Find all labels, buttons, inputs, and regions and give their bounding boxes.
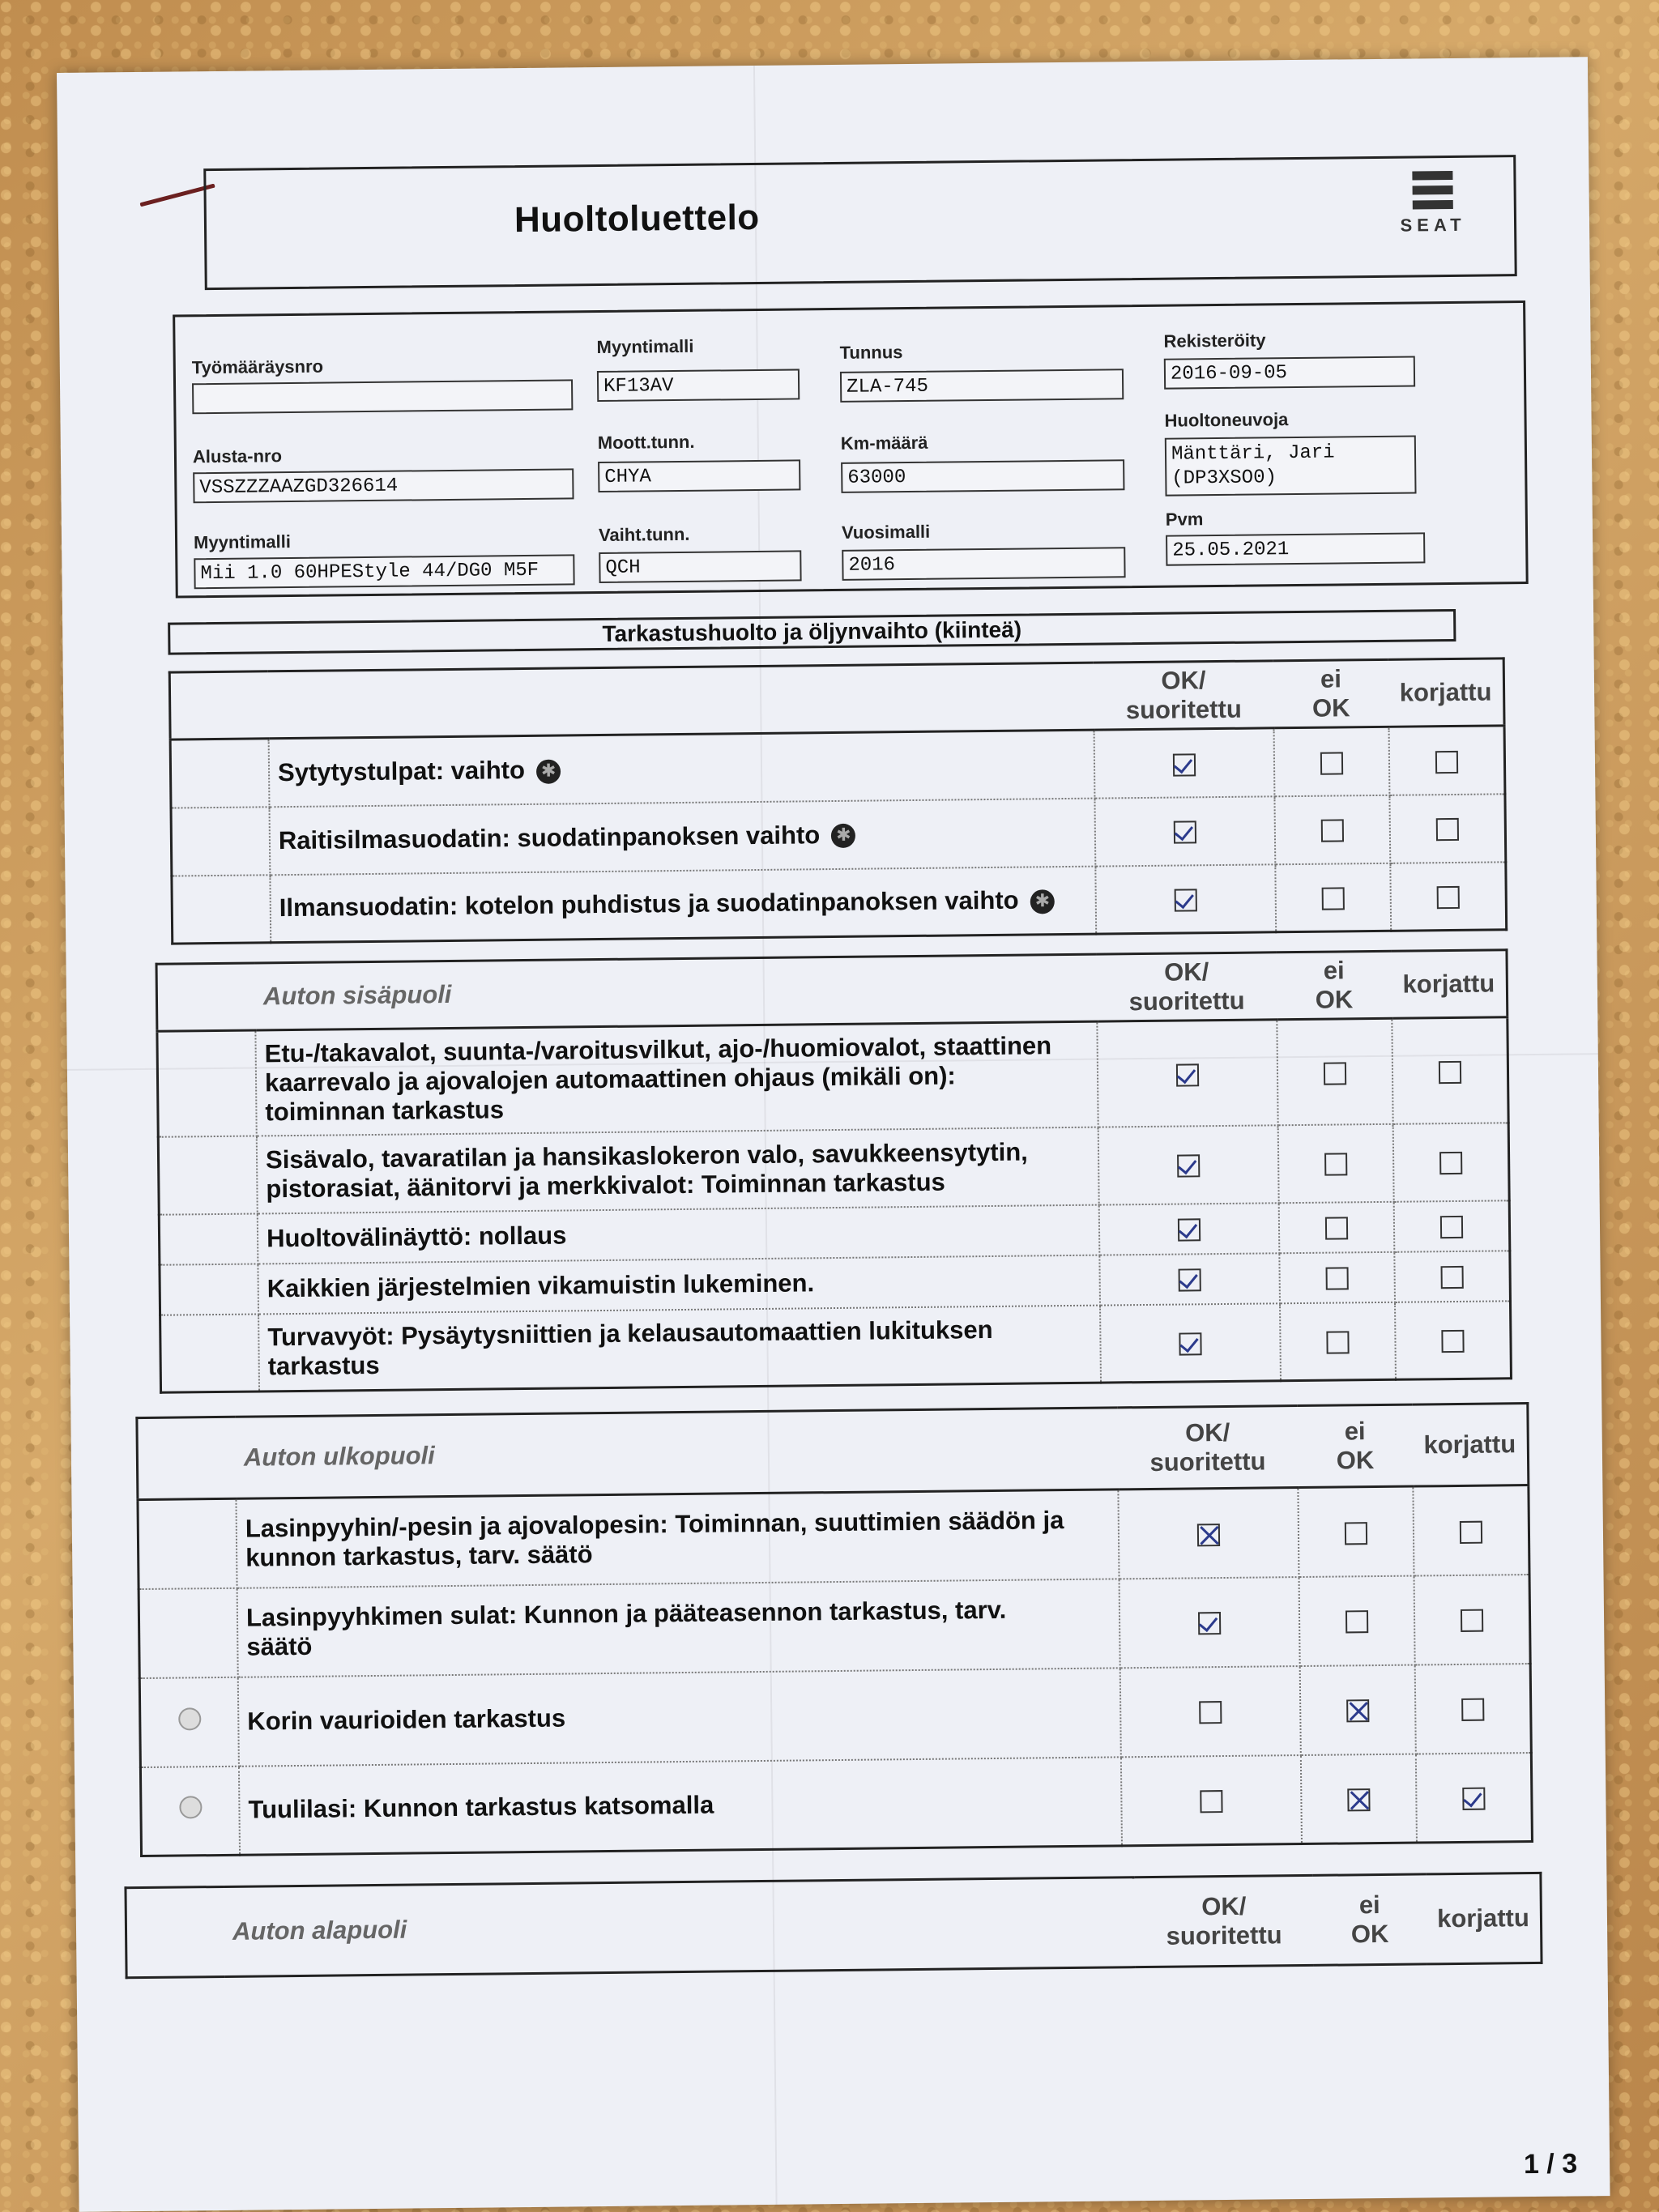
ei-ok-checkbox[interactable]: [1324, 1153, 1347, 1176]
underside-header-row: [126, 1873, 1542, 1977]
exterior-ei-ok-cell: [1300, 1664, 1416, 1754]
ok-checkbox[interactable]: [1174, 821, 1196, 844]
exterior-section-title: Auton ulkopuoli: [235, 1408, 1118, 1498]
service-ei-ok-cell: [1274, 727, 1390, 795]
exterior-item-text: [236, 1490, 1119, 1588]
service-item-text: [270, 866, 1096, 943]
interior-item-line1: Sisävalo, tavaratilan ja hansikaslokeron valo, savukkeensytytin,: [265, 1137, 1028, 1174]
ok-checkbox[interactable]: [1179, 1332, 1201, 1355]
service-item-label: Raitisilmasuodatin: suodatinpanoksen vaihto: [278, 820, 821, 855]
col-ei-ok: [1276, 951, 1392, 1019]
service-item-label: Ilmansuodatin: kotelon puhdistus ja suodatinpanoksen vaihto: [279, 885, 1019, 923]
ok-checkbox[interactable]: [1178, 1219, 1201, 1242]
star-icon: [1030, 889, 1054, 914]
col-ok: OK/ suoritettu: [1117, 1406, 1298, 1490]
korjattu-checkbox[interactable]: [1440, 1216, 1463, 1238]
ok-checkbox[interactable]: [1173, 753, 1196, 776]
exterior-checklist: [135, 1402, 1533, 1857]
col-ei-label: ei: [1344, 1417, 1366, 1446]
ei-ok-checkbox[interactable]: [1322, 887, 1345, 910]
row-marker-cell: [160, 1264, 258, 1315]
label-moott-tunn: Moott.tunn.: [597, 431, 695, 454]
interior-item-line2: pistorasiat, äänitorvi ja merkkivalot: Toiminnan tarkastus: [266, 1167, 945, 1203]
underside-checklist: [124, 1872, 1542, 1979]
col-ok: OK/ suoritettu: [1094, 661, 1274, 730]
exterior-item-text: [237, 1579, 1120, 1677]
col-korjattu: korjattu: [1388, 658, 1504, 727]
row-marker-cell: [139, 1677, 239, 1767]
star-icon: [536, 759, 561, 783]
interior-ok-cell: [1099, 1253, 1280, 1305]
label-myyntimalli-code: Myyntimalli: [596, 335, 694, 358]
interior-korjattu-cell: [1394, 1200, 1510, 1251]
ei-ok-checkbox[interactable]: [1345, 1522, 1367, 1545]
exterior-ei-ok-cell: [1298, 1486, 1414, 1576]
row-marker-cell: [160, 1314, 259, 1392]
exterior-item-line1: Lasinpyyhkimen sulat: Kunnon ja pääteasennon tarkastus, tarv.: [245, 1595, 1007, 1632]
seat-logo: [1384, 169, 1482, 237]
exterior-item-text: [238, 1668, 1121, 1766]
korjattu-checkbox[interactable]: [1460, 1520, 1482, 1543]
interior-korjattu-cell: [1395, 1301, 1511, 1379]
col-korjattu: korjattu: [1412, 1404, 1529, 1486]
row-marker-cell: [139, 1588, 238, 1677]
interior-item-line2: kaarrevalo ja ajovalojen automaattinen ohjaus (mikäli on):: [264, 1061, 956, 1097]
col-ok: OK/ suoritettu: [1096, 953, 1277, 1021]
value-alusta-nro: VSSZZZAAZGD326614: [193, 468, 574, 503]
row-marker-cell: [170, 739, 269, 808]
value-km-maara: 63000: [841, 459, 1124, 493]
row-marker-cell: [158, 1136, 257, 1214]
star-icon: [831, 824, 855, 848]
label-tyomaaraysnro: Työmääräysnro: [191, 356, 324, 378]
col-ok: OK/ suoritettu: [1166, 1891, 1282, 1950]
interior-korjattu-cell: [1394, 1251, 1510, 1302]
interior-ei-ok-cell: [1279, 1251, 1395, 1302]
ei-ok-checkbox[interactable]: [1320, 752, 1343, 774]
interior-row: [157, 1017, 1508, 1136]
interior-item-line1: Kaikkien järjestelmien vikamuistin lukeminen.: [267, 1268, 815, 1302]
col-ei-ok: [1312, 1874, 1427, 1965]
huoltoneuvoja-code: (DP3XSO0): [1171, 467, 1277, 490]
ei-ok-checkbox[interactable]: [1325, 1217, 1348, 1240]
ok-checkbox[interactable]: [1198, 1612, 1221, 1634]
dot-icon: [179, 1796, 202, 1818]
interior-item-text: [258, 1204, 1100, 1264]
korjattu-checkbox[interactable]: [1461, 1698, 1484, 1721]
huoltoneuvoja-name: Mänttäri, Jari: [1171, 441, 1335, 466]
interior-item-text: [255, 1021, 1098, 1136]
col-ei-ok: [1273, 659, 1389, 727]
ei-ok-checkbox[interactable]: [1326, 1268, 1349, 1290]
exterior-ok-cell: [1120, 1666, 1301, 1757]
label-vaiht-tunn: Vaiht.tunn.: [598, 523, 690, 546]
exterior-korjattu-cell: [1415, 1664, 1532, 1754]
value-rekisteroity: 2016-09-05: [1164, 356, 1415, 389]
exterior-ok-cell: [1120, 1577, 1300, 1668]
label-myyntimalli-name: Myyntimalli: [193, 531, 292, 553]
col-ei-label: ei: [1320, 664, 1342, 693]
interior-korjattu-cell: [1392, 1017, 1508, 1123]
interior-ei-ok-cell: [1278, 1123, 1394, 1202]
value-vuosimalli: 2016: [842, 547, 1125, 581]
row-marker-cell: [171, 807, 270, 876]
service-rows: [170, 726, 1507, 944]
service-ei-ok-cell: [1274, 795, 1390, 863]
interior-item-text: [258, 1305, 1101, 1392]
ok-checkbox[interactable]: [1179, 1269, 1201, 1292]
exterior-row: [139, 1575, 1530, 1678]
row-marker-cell: [159, 1213, 258, 1264]
service-ok-cell: [1094, 796, 1275, 866]
interior-korjattu-cell: [1393, 1123, 1509, 1201]
korjattu-checkbox[interactable]: [1462, 1788, 1485, 1810]
exterior-item-line1: Lasinpyyhin/-pesin ja ajovalopesin: Toiminnan, suuttimien säädön ja: [245, 1505, 1064, 1543]
col-ei-ok-label: OK: [1315, 985, 1354, 1014]
service-ok-cell: [1095, 864, 1276, 934]
value-myyntimalli-name: Mii 1.0 60HPEStyle 44/DG0 M5F: [194, 554, 574, 589]
service-document: [57, 57, 1610, 2212]
brand-name: SEAT: [1400, 214, 1466, 236]
exterior-rows: [138, 1485, 1533, 1856]
service-korjattu-cell: [1389, 726, 1505, 795]
exterior-item-line2: kunnon tarkastus, tarv. säätö: [245, 1539, 593, 1572]
interior-item-line2: tarkastus: [267, 1351, 380, 1381]
interior-ok-cell: [1099, 1203, 1280, 1255]
ei-ok-checkbox[interactable]: [1346, 1699, 1369, 1722]
label-alusta-nro: Alusta-nro: [192, 445, 283, 467]
interior-row: [158, 1123, 1509, 1214]
interior-section-title: Auton sisäpuoli: [255, 954, 1098, 1030]
seat-s-icon: [1409, 169, 1456, 212]
value-tyomaaraysnro: [192, 379, 573, 414]
korjattu-checkbox[interactable]: [1436, 818, 1459, 841]
korjattu-checkbox[interactable]: [1439, 1152, 1462, 1174]
exterior-row: [139, 1664, 1531, 1767]
dot-icon: [178, 1707, 201, 1730]
vehicle-info-box: [173, 300, 1529, 598]
interior-rows: [157, 1017, 1512, 1392]
interior-row: [160, 1301, 1512, 1392]
underside-section-title: Auton alapuoli: [232, 1915, 407, 1946]
service-section-title: Tarkastushuolto ja öljynvaihto (kiinteä): [168, 609, 1456, 655]
interior-item-line1: Etu-/takavalot, suunta-/varoitusvilkut, ajo-/huomiovalot, staattinen: [264, 1030, 1052, 1068]
label-vuosimalli: Vuosimalli: [841, 521, 931, 543]
value-huoltoneuvoja: [1165, 435, 1417, 496]
exterior-row: [138, 1485, 1529, 1589]
col-ei-ok-label: OK: [1336, 1446, 1375, 1475]
ok-checkbox[interactable]: [1177, 1155, 1200, 1178]
exterior-korjattu-cell: [1414, 1575, 1531, 1664]
ei-ok-checkbox[interactable]: [1324, 1062, 1346, 1085]
interior-checklist: [156, 948, 1512, 1393]
exterior-item-line1: Tuulilasi: Kunnon tarkastus katsomalla: [248, 1790, 714, 1824]
korjattu-checkbox[interactable]: [1435, 750, 1458, 773]
interior-ei-ok-cell: [1280, 1302, 1396, 1380]
exterior-item-line1: Korin vaurioiden tarkastus: [247, 1703, 566, 1736]
ok-checkbox[interactable]: [1200, 1790, 1222, 1813]
korjattu-checkbox[interactable]: [1461, 1609, 1483, 1632]
ei-ok-checkbox[interactable]: [1346, 1610, 1368, 1633]
interior-ok-cell: [1098, 1125, 1279, 1204]
col-ei-label: ei: [1358, 1890, 1380, 1920]
ok-checkbox[interactable]: [1176, 1063, 1199, 1086]
page-number: 1 / 3: [1523, 2148, 1578, 2180]
interior-item-line1: Turvavyöt: Pysäytysniittien ja kelausautomaattien lukituksen: [267, 1315, 993, 1352]
service-item-text: [269, 798, 1095, 875]
service-item-text: [269, 730, 1095, 807]
exterior-ei-ok-cell: [1299, 1575, 1415, 1665]
row-marker-cell: [138, 1498, 237, 1588]
exterior-row: [140, 1753, 1532, 1856]
col-korjattu: korjattu: [1391, 950, 1507, 1018]
interior-ei-ok-cell: [1279, 1201, 1395, 1252]
ok-checkbox[interactable]: [1175, 889, 1197, 911]
service-ei-ok-cell: [1275, 863, 1391, 931]
interior-ei-ok-cell: [1277, 1018, 1392, 1124]
exterior-ok-cell: [1121, 1755, 1302, 1846]
korjattu-checkbox[interactable]: [1437, 886, 1460, 909]
korjattu-checkbox[interactable]: [1439, 1060, 1461, 1083]
col-ei-ok: [1297, 1404, 1413, 1487]
value-tunnus: ZLA-745: [840, 369, 1124, 403]
korjattu-checkbox[interactable]: [1441, 1330, 1464, 1353]
interior-ok-cell: [1097, 1020, 1277, 1127]
label-tunnus: Tunnus: [839, 342, 903, 363]
interior-item-line1: Huoltovälinäyttö: nollaus: [266, 1220, 567, 1252]
ok-checkbox[interactable]: [1199, 1701, 1222, 1724]
value-myyntimalli-code: KF13AV: [597, 369, 800, 402]
exterior-ok-cell: [1118, 1488, 1299, 1579]
exterior-header-row: [137, 1404, 1529, 1500]
label-huoltoneuvoja: Huoltoneuvoja: [1164, 409, 1289, 431]
col-ei-label: ei: [1323, 956, 1345, 985]
interior-item-text: [257, 1127, 1099, 1213]
value-vaiht-tunn: QCH: [599, 550, 801, 583]
row-marker-cell: [172, 875, 271, 944]
ei-ok-checkbox[interactable]: [1321, 820, 1344, 842]
row-marker-cell: [157, 1030, 257, 1136]
service-item-label: Sytytystulpat: vaihto: [277, 755, 526, 786]
exterior-item-text: [239, 1757, 1122, 1855]
interior-ok-cell: [1100, 1303, 1281, 1383]
ei-ok-checkbox[interactable]: [1326, 1331, 1349, 1353]
service-row: [172, 862, 1507, 944]
exterior-korjattu-cell: [1416, 1753, 1533, 1843]
title-box: [203, 155, 1516, 290]
service-checklist: [168, 657, 1508, 944]
service-korjattu-cell: [1390, 862, 1506, 931]
ok-checkbox[interactable]: [1197, 1524, 1220, 1546]
korjattu-checkbox[interactable]: [1441, 1266, 1464, 1289]
label-pvm: Pvm: [1165, 509, 1204, 530]
value-moott-tunn: CHYA: [598, 459, 800, 492]
label-km-maara: Km-määrä: [840, 432, 928, 454]
row-marker-cell: [140, 1766, 240, 1856]
service-ok-cell: [1094, 728, 1275, 798]
document-title: Huoltoluettelo: [514, 197, 760, 241]
value-pvm: 25.05.2021: [1166, 532, 1425, 565]
interior-item-line3: toiminnan tarkastus: [265, 1095, 505, 1127]
exterior-korjattu-cell: [1413, 1485, 1529, 1575]
col-korjattu: korjattu: [1436, 1903, 1529, 1933]
ei-ok-checkbox[interactable]: [1347, 1788, 1370, 1811]
interior-item-text: [258, 1255, 1100, 1314]
service-korjattu-cell: [1389, 794, 1505, 863]
col-ei-ok-label: OK: [1311, 693, 1350, 722]
label-rekisteroity: Rekisteröity: [1163, 330, 1266, 352]
col-ei-ok-label: OK: [1350, 1919, 1389, 1949]
exterior-item-line2: säätö: [246, 1631, 313, 1661]
exterior-ei-ok-cell: [1301, 1754, 1417, 1843]
